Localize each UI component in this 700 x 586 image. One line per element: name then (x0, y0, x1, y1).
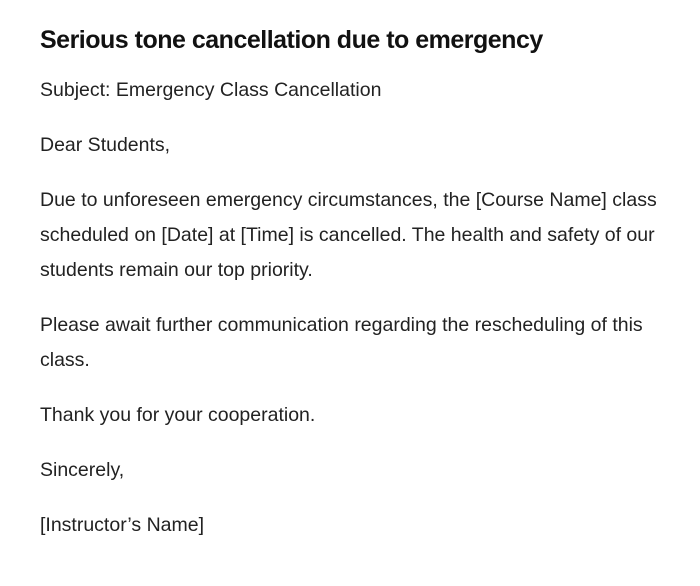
body-paragraph: Please await further communication regarding the rescheduling of this class. (40, 314, 643, 371)
body-paragraph: Due to unforeseen emergency circumstances, the [Course Name] class scheduled on [Date] at [Time] is cancelled. The health and safety of our students remain our top priority. (40, 189, 657, 281)
salutation: Dear Students, (40, 134, 171, 156)
closing: Sincerely, (40, 459, 125, 481)
signature: [Instructor’s Name] (40, 514, 204, 536)
document-title: Serious tone cancellation due to emergency (40, 26, 543, 54)
thanks-line: Thank you for your cooperation. (40, 404, 316, 426)
subject-line: Subject: Emergency Class Cancellation (40, 79, 382, 101)
